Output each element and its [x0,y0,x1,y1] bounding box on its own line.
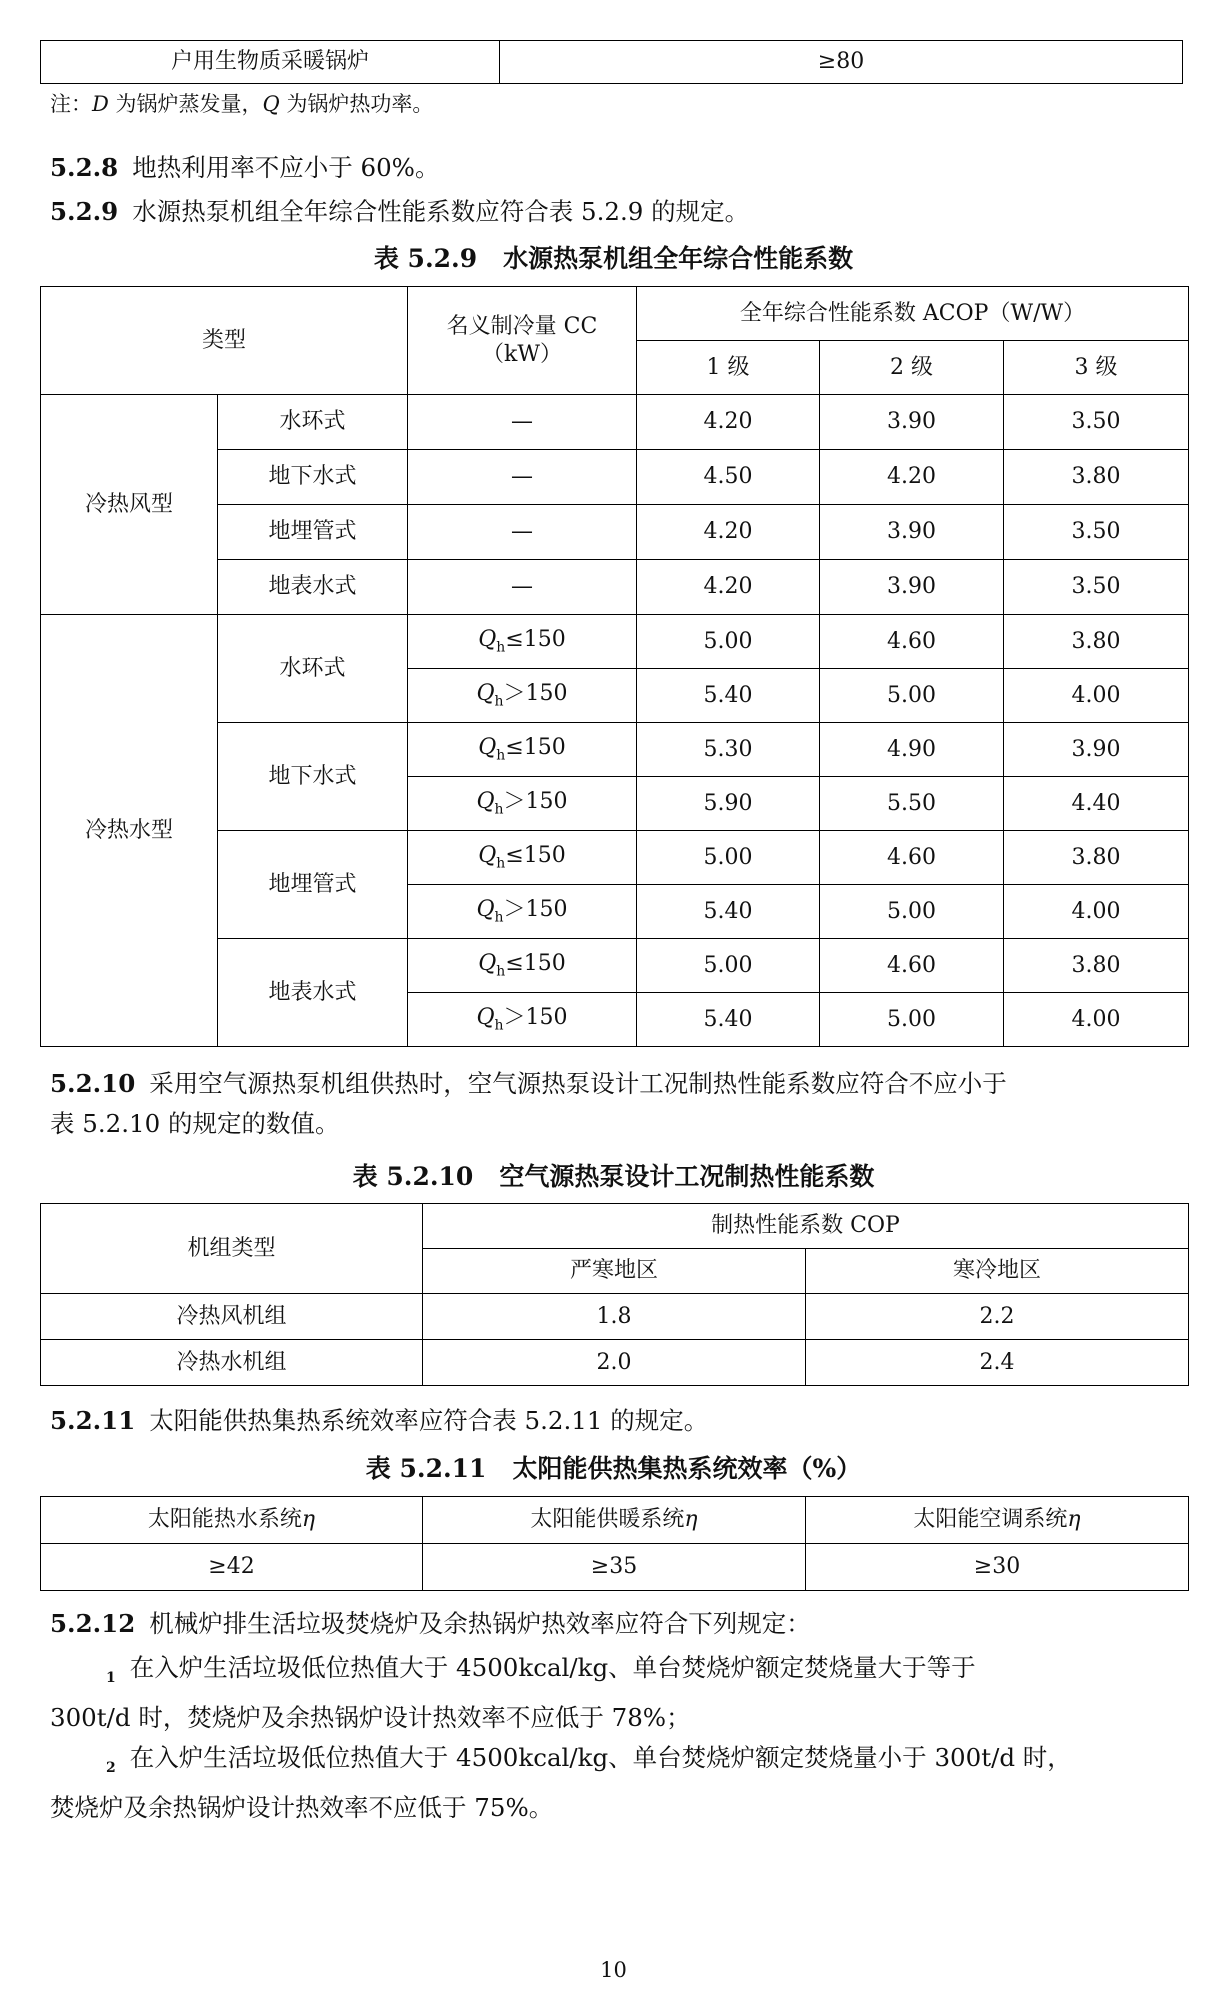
subtype-cell: 地表水式 [218,939,408,1047]
capacity-condition-cell: $Q_h>150$ [408,669,637,723]
clause-5-2-12-item-2: $_2$ 在入炉生活垃圾低位热值大于 4500kcal/kg、单台焚烧炉额定焚烧量小于 300t/d 时， 焚烧炉及余热锅炉设计热效率不应低于 75%。 [50,1743,1072,1822]
header-grade-1: 1 级 [637,341,820,395]
capacity-cell: — [408,395,637,450]
capacity-condition-cell: $Q_h\le 150$ [408,723,637,777]
clause-5-2-12-item-1: $_1$ 在入炉生活垃圾低位热值大于 4500kcal/kg、单台焚烧炉额定焚烧量大于等于 300t/d 时，焚烧炉及余热锅炉设计热效率不应低于 78%； [50,1653,976,1732]
grade-3-value: 3.80 [1004,939,1189,993]
capacity-cell: — [408,505,637,560]
grade-3-value: 3.80 [1004,450,1189,505]
clause-5-2-11: 5.2.11 太阳能供热集热系统效率应符合表 5.2.11 的规定。 [50,1406,709,1435]
clause-5-2-9: 5.2.9 水源热泵机组全年综合性能系数应符合表 5.2.9 的规定。 [50,197,750,226]
clause-5-2-8: 5.2.8 地热利用率不应小于 60%。 [50,153,440,182]
capacity-condition-cell: $Q_h\le 150$ [408,831,637,885]
header-solar-cooling: 太阳能空调系统η [806,1497,1189,1544]
unit-type-cell: 冷热水机组 [41,1340,423,1386]
clause-5-2-12: 5.2.12 机械炉排生活垃圾焚烧炉及余热锅炉热效率应符合下列规定： [50,1609,811,1638]
grade-3-value: 3.50 [1004,560,1189,615]
header-grade-3: 3 级 [1004,341,1189,395]
grade-2-value: 4.20 [820,450,1004,505]
subtype-cell: 地埋管式 [218,831,408,939]
grade-1-value: 5.30 [637,723,820,777]
grade-2-value: 3.90 [820,395,1004,450]
severe-cold-value: 1.8 [423,1294,806,1340]
subtype-cell: 地埋管式 [218,505,408,560]
clause-5-2-10: 5.2.10 采用空气源热泵机组供热时，空气源热泵设计工况制热性能系数应符合不应小于 表 5.2.10 的规定的数值。 [50,1069,1007,1138]
grade-2-value: 3.90 [820,505,1004,560]
grade-2-value: 5.00 [820,993,1004,1047]
group-air-label: 冷热风型 [41,395,218,615]
table-5-2-11 [40,1496,1189,1591]
grade-3-value: 4.00 [1004,993,1189,1047]
capacity-condition-cell: $Q_h>150$ [408,993,637,1047]
grade-2-value: 4.60 [820,939,1004,993]
boiler-efficiency-table-tail [40,40,1183,84]
subtype-cell: 地下水式 [218,723,408,831]
boiler-efficiency-cell: ≥80 [500,41,1183,84]
grade-1-value: 5.00 [637,939,820,993]
grade-3-value: 3.50 [1004,505,1189,560]
header-severe-cold: 严寒地区 [423,1249,806,1294]
grade-1-value: 4.20 [637,560,820,615]
subtype-cell: 地下水式 [218,450,408,505]
grade-3-value: 3.80 [1004,615,1189,669]
grade-1-value: 5.00 [637,831,820,885]
solar-heating-value: ≥35 [423,1544,806,1591]
grade-1-value: 5.40 [637,993,820,1047]
table-5-2-10 [40,1203,1189,1386]
table-5-2-10-caption: 表 5.2.10 空气源热泵设计工况制热性能系数 [352,1162,875,1191]
subtype-cell: 水环式 [218,615,408,723]
header-capacity: 名义制冷量 CC （kW） [408,287,637,395]
grade-2-value: 5.00 [820,669,1004,723]
grade-2-value: 3.90 [820,560,1004,615]
capacity-cell: — [408,450,637,505]
group-water-label: 冷热水型 [41,615,218,1047]
grade-3-value: 3.80 [1004,831,1189,885]
grade-2-value: 4.60 [820,831,1004,885]
table-5-2-9-caption: 表 5.2.9 水源热泵机组全年综合性能系数 [373,244,854,273]
table-5-2-9 [40,286,1189,1047]
capacity-condition-cell: $Q_h\le 150$ [408,939,637,993]
cold-value: 2.2 [806,1294,1189,1340]
boiler-type-cell: 户用生物质采暖锅炉 [41,41,500,84]
grade-3-value: 4.00 [1004,669,1189,723]
capacity-cell: — [408,560,637,615]
unit-type-cell: 冷热风机组 [41,1294,423,1340]
table-note: 注：D 为锅炉蒸发量，Q 为锅炉热功率。 [50,92,434,116]
subtype-cell: 水环式 [218,395,408,450]
grade-1-value: 5.40 [637,669,820,723]
grade-3-value: 3.90 [1004,723,1189,777]
grade-3-value: 3.50 [1004,395,1189,450]
grade-2-value: 5.00 [820,885,1004,939]
page-number: 10 [600,1958,627,1982]
grade-2-value: 4.60 [820,615,1004,669]
header-unit-type: 机组类型 [41,1204,423,1294]
severe-cold-value: 2.0 [423,1340,806,1386]
header-grade-2: 2 级 [820,341,1004,395]
header-cop: 制热性能系数 COP [423,1204,1189,1249]
grade-1-value: 4.20 [637,395,820,450]
table-5-2-11-caption: 表 5.2.11 太阳能供热集热系统效率（%） [365,1454,862,1483]
cold-value: 2.4 [806,1340,1189,1386]
header-cold: 寒冷地区 [806,1249,1189,1294]
grade-3-value: 4.00 [1004,885,1189,939]
grade-1-value: 5.00 [637,615,820,669]
grade-3-value: 4.40 [1004,777,1189,831]
grade-1-value: 4.20 [637,505,820,560]
header-solar-heating: 太阳能供暖系统η [423,1497,806,1544]
grade-2-value: 5.50 [820,777,1004,831]
header-acop: 全年综合性能系数 ACOP（W/W） [637,287,1189,341]
grade-2-value: 4.90 [820,723,1004,777]
solar-hot-water-value: ≥42 [41,1544,423,1591]
subtype-cell: 地表水式 [218,560,408,615]
capacity-condition-cell: $Q_h>150$ [408,777,637,831]
grade-1-value: 5.90 [637,777,820,831]
solar-cooling-value: ≥30 [806,1544,1189,1591]
capacity-condition-cell: $Q_h>150$ [408,885,637,939]
grade-1-value: 5.40 [637,885,820,939]
header-solar-hot-water: 太阳能热水系统η [41,1497,423,1544]
grade-1-value: 4.50 [637,450,820,505]
capacity-condition-cell: $Q_h\le 150$ [408,615,637,669]
header-type: 类型 [41,287,408,395]
